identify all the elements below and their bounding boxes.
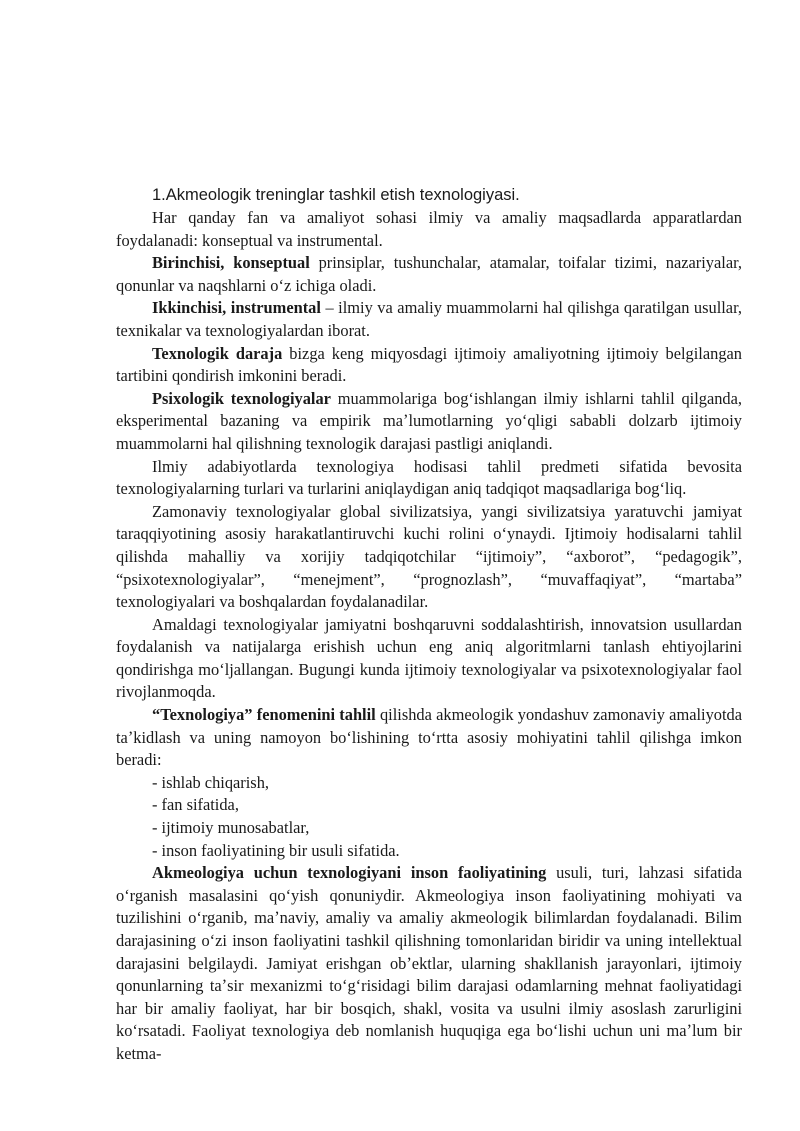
paragraph-text: prinsiplar, tushunchalar, atamalar, toifalar tizimi, nazariyalar, qonunlar va naqshlarni oʻz ichiga oladi. — [116, 253, 742, 295]
paragraph-text: Amaldagi texnologiyalar jamiyatni boshqaruvni soddalashtirish, innovatsion usullardan foydalanish va natijalarga erishish uchun eng aniq algoritmlarni tanlash ehtiyojlarini qondirishga moʻljallangan. Bugungi kunda ijtimoiy texnologiyalar va psixotexnologiyalar faol rivojlanmoqda. — [116, 614, 742, 702]
paragraph-text: – ilmiy va amaliy muammolarni hal qilishga qaratilgan usullar, texnikalar va texnologiyalardan iborat. — [116, 298, 742, 340]
paragraph-conceptual — [116, 252, 742, 297]
paragraph-text: Har qanday fan va amaliyot sohasi ilmiy va amaliy maqsadlarda apparatlardan foydalanadi: konseptual va instrumental. — [116, 208, 742, 250]
paragraph-current-technologies — [116, 614, 742, 704]
list-item: - inson faoliyatining bir usuli sifatida. — [152, 840, 400, 860]
section-heading: 1.Akmeologik treninglar tashkil etish texnologiyasi. — [152, 186, 520, 204]
paragraph-technology-phenomenon — [116, 704, 742, 772]
paragraph-text: Zamonaviy texnologiyalar global sivilizatsiya, yangi sivilizatsiya yaratuvchi jamiyat taraqqiyotining asosiy harakatlantiruvchi kuchi rolini oʻynaydi. Ijtimoiy hodisalarni tahlil qilishda mahalliy va xorijiy tadqiqotchilar “ijtimoiy”, “axborot”, “pedagogik”, “psixotexnologiyalar”, “menejment”, “prognozlash”, “muvaffaqiyat”, “martaba” texnologiyalari va boshqalardan foydalanadilar. — [116, 501, 742, 612]
paragraph-intro — [116, 207, 742, 252]
paragraph-akmeology-technology — [116, 862, 742, 1065]
list-item: - ijtimoiy munosabatlar, — [152, 818, 310, 838]
list-item: - fan sifatida, — [152, 795, 239, 815]
paragraph-bold: Ikkinchisi, instrumental — [152, 298, 321, 318]
paragraph-text: qilishda akmeologik yondashuv zamonaviy amaliyotda taʼkidlash va uning namoyon boʻlishining toʻrtta asosiy mohiyatini tahlil qilishga imkon beradi: — [116, 705, 742, 770]
paragraph-bold: “Texnologiya” fenomenini tahlil — [152, 705, 376, 725]
paragraph-technological-level — [116, 343, 742, 388]
list-item: - ishlab chiqarish, — [152, 772, 269, 792]
paragraph-psychological-technologies — [116, 388, 742, 456]
paragraph-instrumental — [116, 297, 742, 342]
document-page — [116, 183, 742, 1066]
paragraph-text: Ilmiy adabiyotlarda texnologiya hodisasi tahlil predmeti sifatida bevosita texnologiyalarning turlari va turlarini aniqlaydigan aniq tadqiqot maqsadlariga bogʻliq. — [116, 456, 742, 499]
paragraph-text: usuli, turi, lahzasi sifatida oʻrganish masalasini qoʻyish qonuniydir. Akmeologiya inson faoliyatining mohiyati va tuzilishini oʻrganib, maʼnaviy, amaliy va amaliy akmeologik bilimlardan foydalanadi. Bilim darajasining oʻzi inson faoliyatini tashkil qilishning tomonlaridan biridir va uning intellektual darajasini belgilaydi. Jamiyat erishgan obʼektlar, ularning shakllanish jarayonlari, ijtimoiy qonunlarning taʼsir mexanizmi toʻgʻrisidagi bilim darajasi odamlarning mehnat faoliyatidagi har bir amaliy faoliyat, har bir bosqich, shakl, vosita va usulni ilmiy asoslash zarurligini koʻrsatadi. Faoliyat texnologiya deb nomlanish huquqiga ega boʻlishi uchun uni maʼlum bir ketma- — [116, 863, 742, 1063]
paragraph-text: bizga keng miqyosdagi ijtimoiy amaliyotning ijtimoiy belgilangan tartibini qondirish imkonini beradi. — [116, 343, 742, 386]
paragraph-bold: Akmeologiya uchun texnologiyani inson faoliyatining — [152, 863, 547, 883]
paragraph-bold: Psixologik texnologiyalar — [152, 388, 331, 408]
paragraph-bold: Texnologik daraja — [152, 343, 283, 363]
paragraph-modern-technologies — [116, 501, 742, 614]
paragraph-bold: Birinchisi, konseptual — [152, 253, 310, 273]
paragraph-scientific-literature — [116, 456, 742, 501]
paragraph-text: muammolariga bogʻishlangan ilmiy ishlarni tahlil qilganda, eksperimental bazaning va empirik maʼlumotlarning yoʻqligi sababli dolzarb ijtimoiy muammolarni hal qilishning texnologik darajasi pastligi aniqlandi. — [116, 388, 742, 453]
essence-list — [116, 772, 742, 862]
